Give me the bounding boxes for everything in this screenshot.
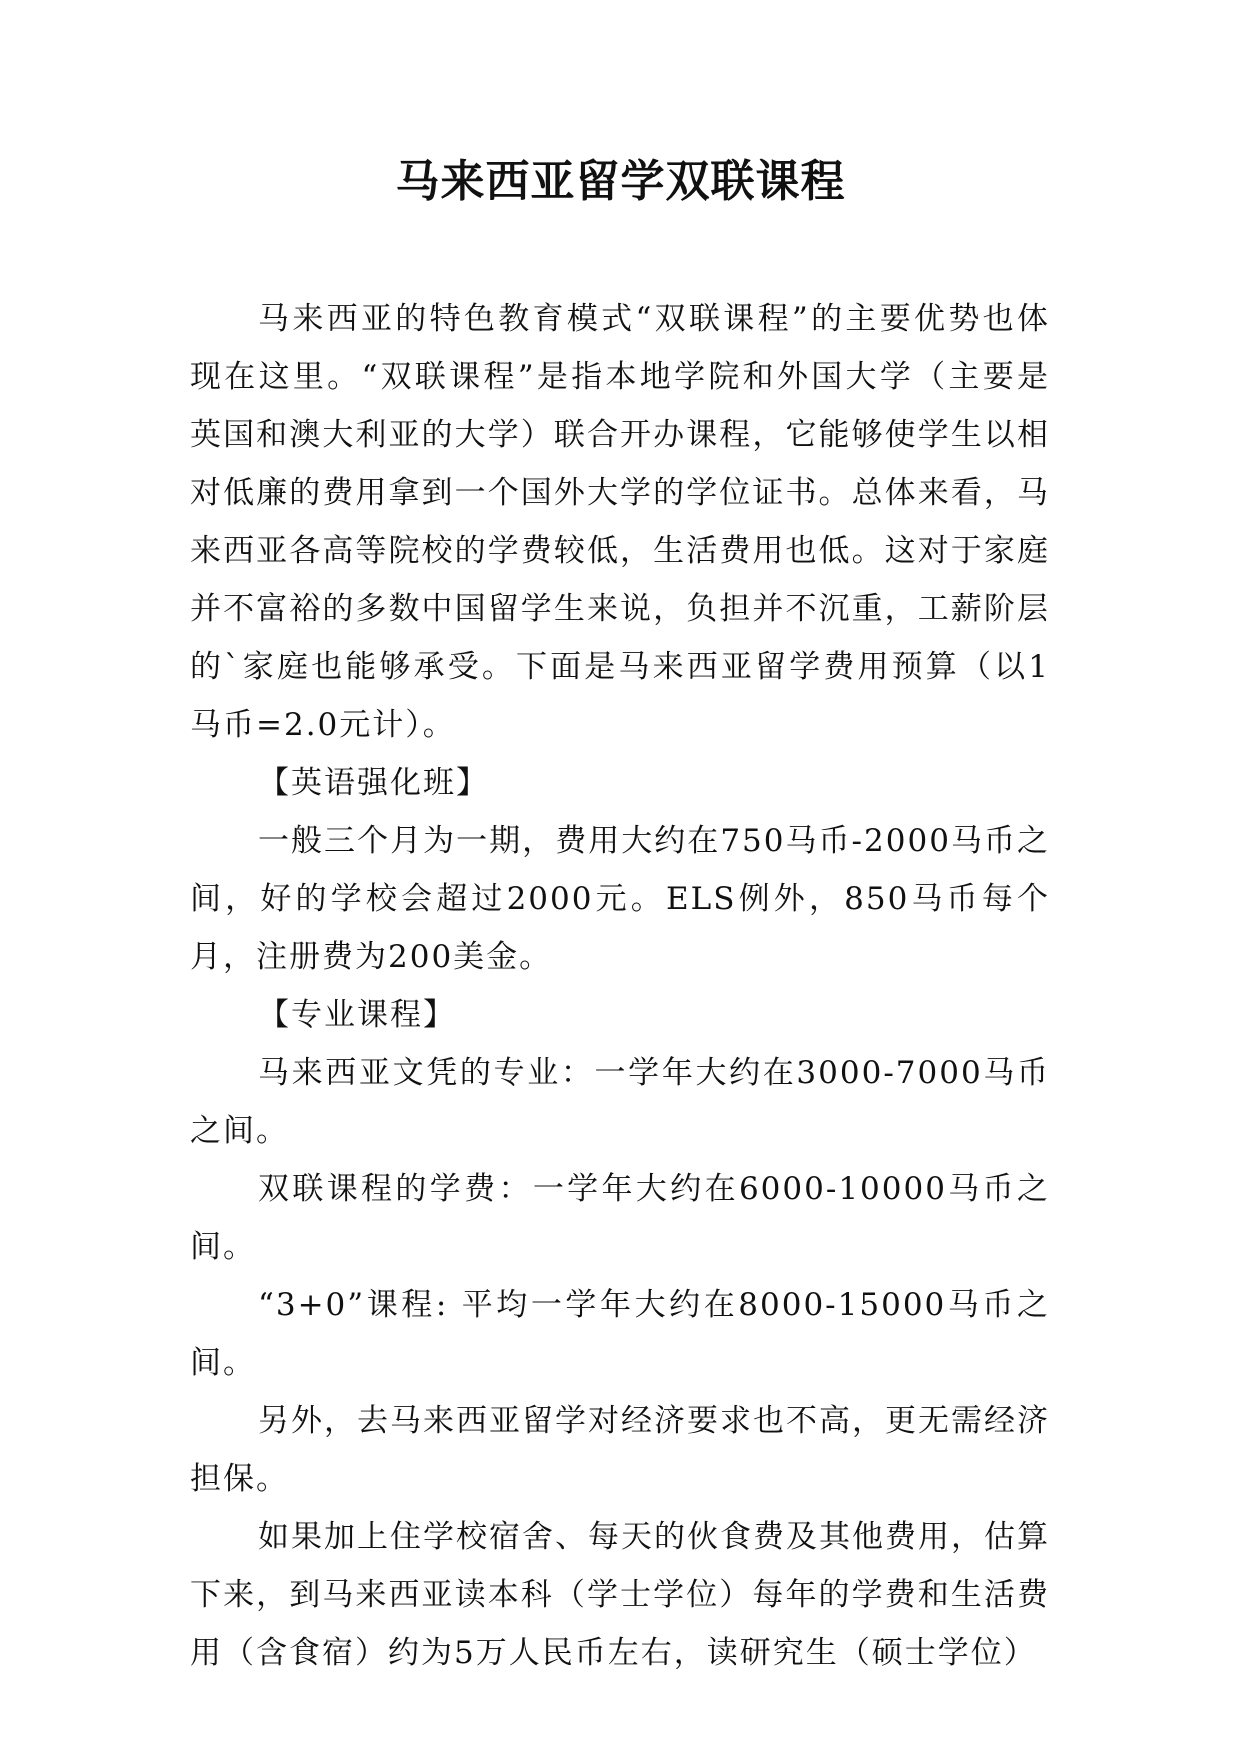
section-heading-english-course: 【英语强化班】	[258, 765, 489, 801]
paragraph-diploma-fees: 马来西亚文凭的专业：一学年大约在3000-7000马币之间。	[190, 1055, 1050, 1149]
paragraph-3-plus-0-fees: “3+0”课程: 平均一学年大约在8000-15000马币之间。	[190, 1287, 1050, 1381]
paragraph-twinning-fees: 双联课程的学费：一学年大约在6000-10000马币之间。	[190, 1171, 1050, 1265]
paragraph-economic-requirements: 另外，去马来西亚留学对经济要求也不高，更无需经济担保。	[190, 1403, 1050, 1497]
document-body	[190, 290, 1050, 1682]
paragraph-living-costs: 如果加上住学校宿舍、每天的伙食费及其他费用，估算下来，到马来西亚读本科（学士学位）每年的学费和生活费用（含食宿）约为5万人民币左右，读研究生（硕士学位）	[190, 1519, 1050, 1671]
section-heading-professional-course: 【专业课程】	[258, 997, 456, 1033]
paragraph-english-course-fees: 一般三个月为一期，费用大约在750马币-2000马币之间，好的学校会超过2000元。ELS例外，850马币每个月，注册费为200美金。	[190, 823, 1050, 975]
document-title: 马来西亚留学双联课程	[395, 156, 846, 207]
paragraph-intro: 马来西亚的特色教育模式“双联课程”的主要优势也体现在这里。“双联课程”是指本地学院和外国大学（主要是英国和澳大利亚的大学）联合开办课程，它能够使学生以相对低廉的费用拿到一个国外大学的学位证书。总体来看，马来西亚各高等院校的学费较低，生活费用也低。这对于家庭并不富裕的多数中国留学生来说，负担并不沉重，工薪阶层的`家庭也能够承受。下面是马来西亚留学费用预算（以1马币=2.0元计）。	[190, 301, 1050, 743]
